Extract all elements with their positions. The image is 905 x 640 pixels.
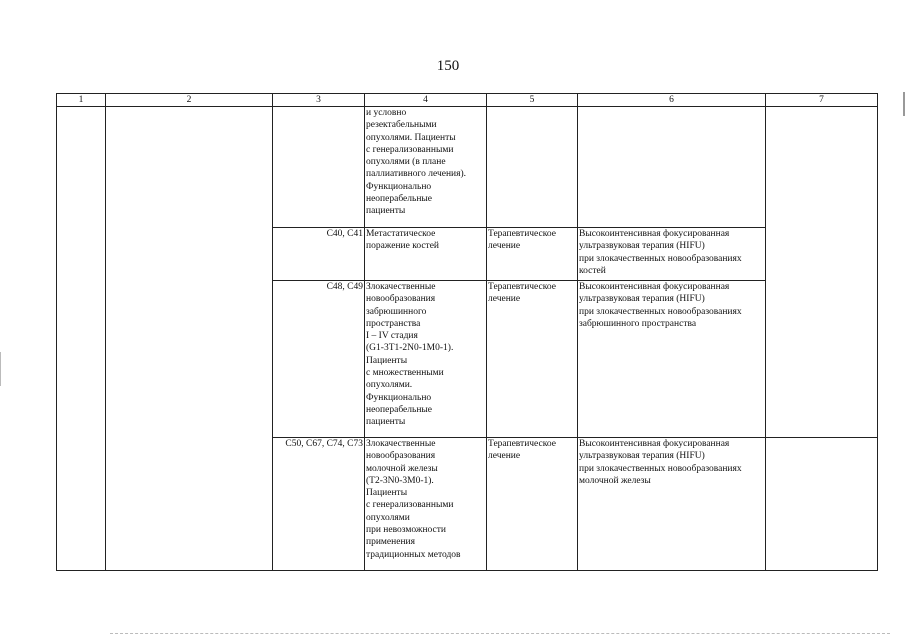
diagnosis-line: с множественными	[366, 368, 444, 379]
diagnosis-line: опухолями (в плане	[366, 157, 446, 168]
diagnosis-line: опухолями	[366, 512, 410, 523]
method-cell	[578, 281, 766, 438]
diagnosis-cell	[365, 107, 487, 228]
method-cell	[578, 107, 766, 228]
cell-col-7	[766, 438, 878, 571]
diagnosis-line: Пациенты	[366, 355, 408, 366]
diagnosis-cell	[365, 438, 487, 571]
method-cell	[578, 438, 766, 571]
codes-cell: C48, C49	[273, 281, 365, 438]
medical-table	[56, 93, 878, 571]
diagnosis-line: Злокачественные	[366, 439, 436, 449]
header-row	[57, 94, 878, 107]
method-line: Высокоинтенсивная фокусированная	[579, 282, 730, 292]
diagnosis-line: Злокачественные	[366, 282, 436, 292]
scan-margin-mark	[0, 352, 1, 386]
header-col-6: 6	[578, 94, 766, 107]
method-line: Высокоинтенсивная фокусированная	[579, 439, 730, 449]
diagnosis-line: новообразования	[366, 294, 436, 305]
diagnosis-line: с генерализованными	[366, 144, 454, 155]
treatment-line: лечение	[488, 241, 521, 252]
method-line: при злокачественных новообразованиях	[579, 306, 742, 317]
diagnosis-line: Функционально	[366, 392, 432, 403]
header-col-1: 1	[57, 94, 106, 107]
diagnosis-line: (G1-3T1-2N0-1M0-1).	[366, 343, 454, 354]
diagnosis-line: I – IV стадия	[366, 331, 418, 342]
diagnosis-line: резектабельными	[366, 120, 437, 131]
header-col-7: 7	[766, 94, 878, 107]
diagnosis-line: Функционально	[366, 181, 432, 192]
diagnosis-line: пациенты	[366, 417, 406, 428]
diagnosis-line: пациенты	[366, 206, 406, 217]
treatment-cell	[487, 281, 578, 438]
method-cell	[578, 228, 766, 281]
diagnosis-line: паллиативного лечения).	[366, 169, 467, 180]
treatment-cell	[487, 228, 578, 281]
treatment-cell	[487, 107, 578, 228]
method-line: при злокачественных новообразованиях	[579, 253, 742, 264]
diagnosis-line: опухолями. Пациенты	[366, 132, 456, 143]
method-line: костей	[579, 265, 606, 276]
diagnosis-cell	[365, 228, 487, 281]
treatment-line: лечение	[488, 294, 521, 305]
diagnosis-line: Пациенты	[366, 488, 408, 499]
codes-cell: C50, C67, C74, C73	[273, 438, 365, 571]
header-col-5: 5	[487, 94, 578, 107]
diagnosis-cell	[365, 281, 487, 438]
codes-cell: C40, C41	[273, 228, 365, 281]
diagnosis-line: и условно	[366, 108, 407, 118]
scan-bottom-rule	[110, 633, 890, 634]
method-line: при злокачественных новообразованиях	[579, 463, 742, 474]
cell-col-7	[766, 107, 878, 438]
method-line: молочной железы	[579, 475, 651, 486]
diagnosis-line: молочной железы	[366, 463, 438, 474]
header-col-3: 3	[273, 94, 365, 107]
treatment-line: Терапевтическое	[488, 439, 556, 449]
header-col-4: 4	[365, 94, 487, 107]
diagnosis-line: пространства	[366, 318, 421, 329]
treatment-line: Терапевтическое	[488, 282, 556, 292]
cell-col-2	[106, 107, 273, 571]
diagnosis-line: традиционных методов	[366, 549, 461, 560]
page-number: 150	[436, 58, 460, 74]
method-line: Высокоинтенсивная фокусированная	[579, 229, 730, 239]
diagnosis-line: неоперабельные	[366, 194, 432, 205]
treatment-line: лечение	[488, 451, 521, 462]
diagnosis-line: забрюшинного	[366, 306, 427, 317]
method-line: ультразвуковая терапия (HIFU)	[579, 451, 705, 462]
diagnosis-line: новообразования	[366, 451, 436, 462]
diagnosis-line: Метастатическое	[366, 229, 436, 239]
table-row	[57, 107, 878, 228]
diagnosis-line: опухолями.	[366, 380, 413, 391]
method-line: ультразвуковая терапия (HIFU)	[579, 294, 705, 305]
method-line: ультразвуковая терапия (HIFU)	[579, 241, 705, 252]
diagnosis-line: неоперабельные	[366, 404, 432, 415]
diagnosis-line: (T2-3N0-3M0-1).	[366, 475, 434, 486]
treatment-cell	[487, 438, 578, 571]
codes-cell	[273, 107, 365, 228]
method-line: забрюшинного пространства	[579, 318, 697, 329]
diagnosis-line: применения	[366, 537, 415, 548]
cell-col-1	[57, 107, 106, 571]
diagnosis-line: с генерализованными	[366, 500, 454, 511]
treatment-line: Терапевтическое	[488, 229, 556, 239]
diagnosis-line: при невозможности	[366, 525, 446, 536]
diagnosis-line: поражение костей	[366, 241, 440, 252]
header-col-2: 2	[106, 94, 273, 107]
